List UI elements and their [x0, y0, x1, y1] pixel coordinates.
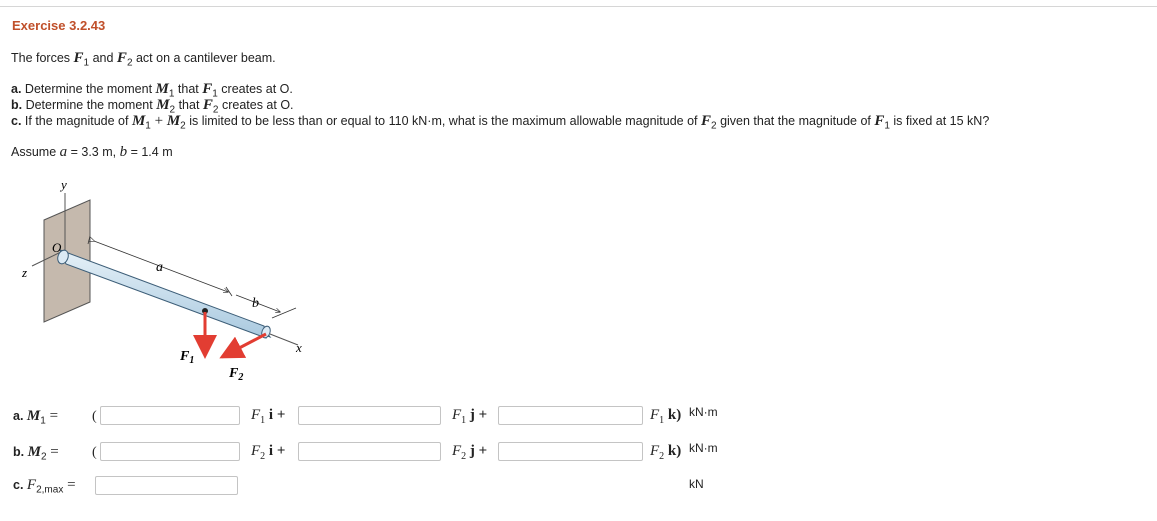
m2-k-component-input[interactable]	[498, 442, 643, 461]
m1-i-term: $F_1$ i +	[251, 407, 286, 426]
f2-max-input[interactable]	[95, 476, 238, 495]
row-a-label: a. $M_1$ =	[13, 408, 59, 427]
x-axis-label: x	[296, 340, 302, 355]
answer-row-a	[0, 405, 1157, 429]
f2-max-unit: kN	[689, 477, 704, 491]
part-c-question: c. If the magnitude of $M_1 + M_2$ is limited to be less than or equal to 110 kN·m, what is the maximum allowable magnitude of $F_2$ given that the magnitude of $F_1$ is fixed at 15 kN?	[11, 113, 990, 132]
answer-row-b	[0, 441, 1157, 465]
origin-label: O	[52, 240, 62, 255]
m1-j-term: $F_1$ j +	[452, 407, 488, 426]
length-a-label: a	[156, 260, 163, 275]
z-axis-label: z	[22, 265, 28, 280]
m1-unit: kN·m	[689, 405, 718, 419]
m2-i-term: $F_2$ i +	[251, 443, 286, 462]
row-b-label: b. $M_2$ =	[13, 444, 59, 463]
force-f2-arrow	[222, 334, 266, 357]
force-f2-label: $F_2$	[229, 366, 244, 383]
top-divider	[0, 6, 1157, 7]
m2-j-component-input[interactable]	[298, 442, 441, 461]
m2-i-component-input[interactable]	[100, 442, 240, 461]
m2-j-term: $F_2$ j +	[452, 443, 488, 462]
exercise-title: Exercise 3.2.43	[12, 18, 106, 33]
assume-values: Assume a = 3.3 m, b = 1.4 m	[11, 144, 173, 160]
y-axis-label: y	[61, 177, 67, 192]
part-a-question: a. Determine the moment $M_1$ that $F_1$ creates at O.	[11, 81, 293, 100]
m2-k-term: $F_2$ k)	[650, 443, 682, 462]
m2-unit: kN·m	[689, 441, 718, 455]
row-c-label: c. $F_{2,max}$ =	[13, 477, 76, 496]
m1-i-component-input[interactable]	[100, 406, 240, 425]
m1-k-component-input[interactable]	[498, 406, 643, 425]
open-paren: (	[92, 409, 97, 424]
x-axis	[270, 334, 298, 345]
answer-row-c	[0, 474, 1157, 498]
part-b-question: b. Determine the moment $M_2$ that $F_2$ creates at O.	[11, 97, 294, 116]
m1-k-term: $F_1$ k)	[650, 407, 682, 426]
m1-j-component-input[interactable]	[298, 406, 441, 425]
cantilever-beam-figure	[0, 170, 340, 385]
length-b-label: b	[252, 296, 259, 311]
intro-text: The forces $F_1$ and $F_2$ act on a cantilever beam.	[11, 50, 276, 69]
force-f1-label: $F_1$	[180, 349, 195, 366]
open-paren: (	[92, 445, 97, 460]
